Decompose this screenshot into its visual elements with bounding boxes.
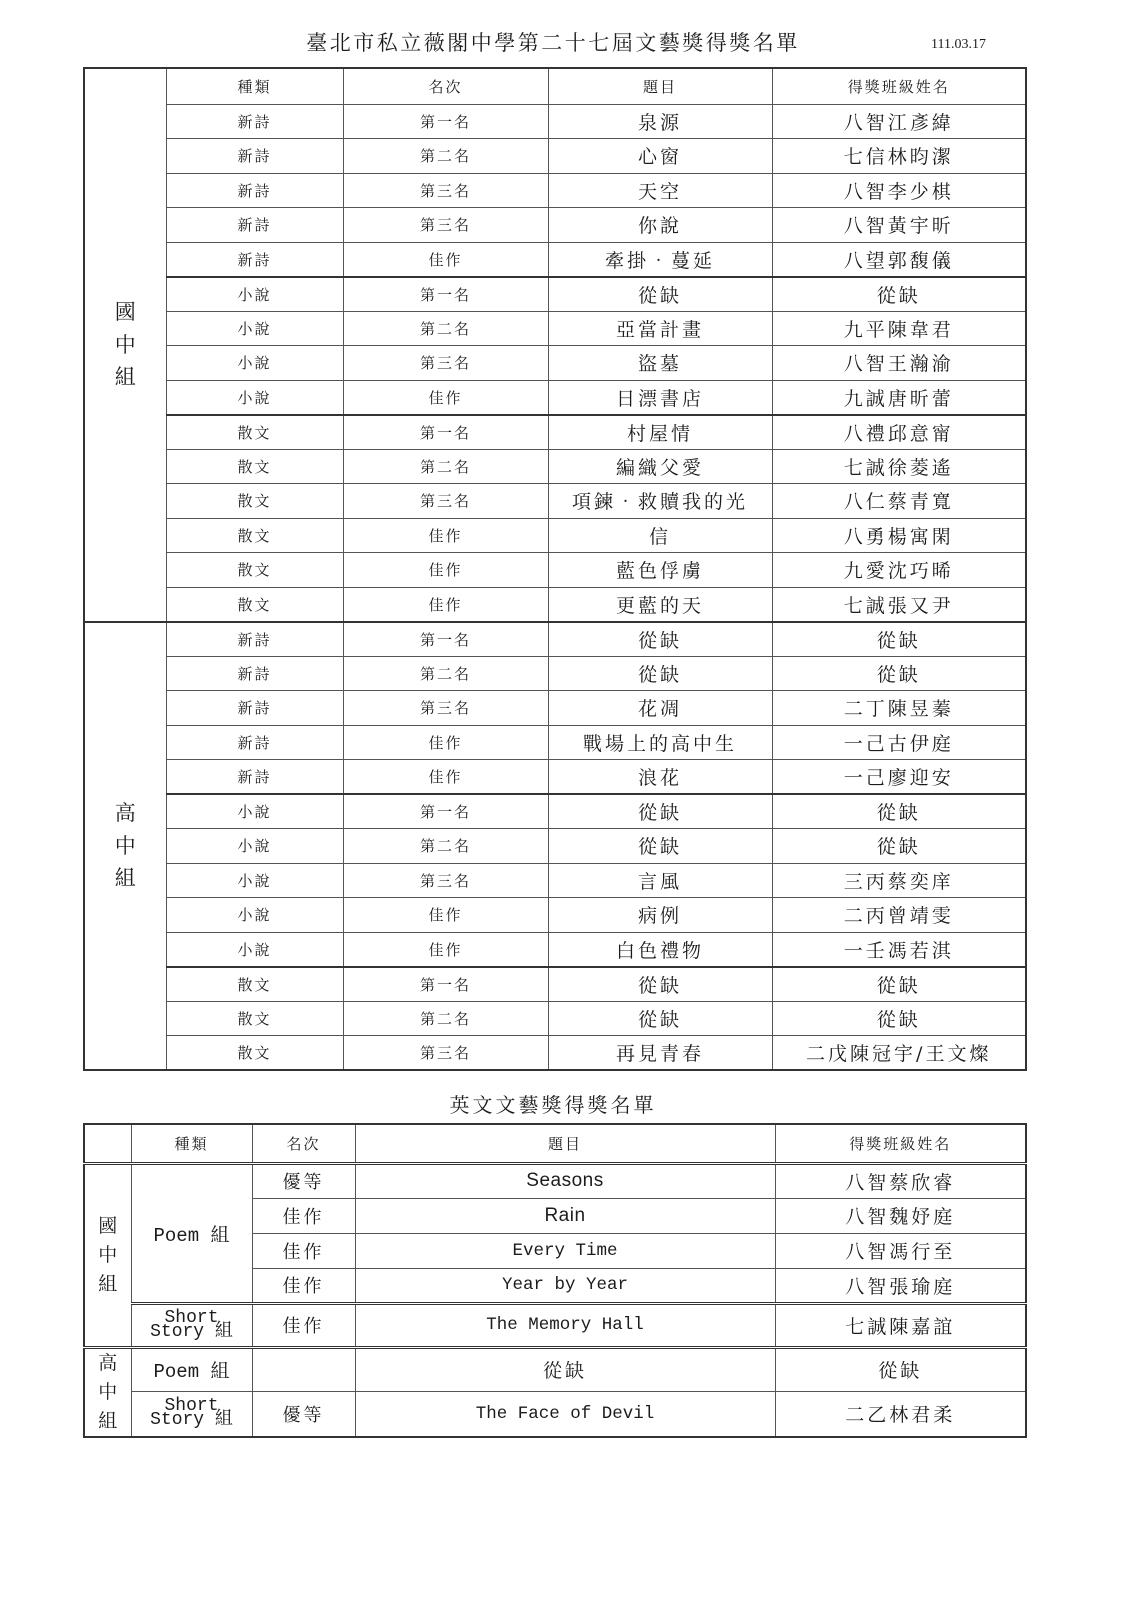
cell-winner: 八智王瀚渝	[772, 346, 1026, 381]
table-row	[84, 1303, 1026, 1347]
cell-winner: 一己廖迎安	[772, 760, 1026, 795]
cell-rank: 第一名	[343, 415, 548, 450]
cell-title: Year by Year	[355, 1268, 775, 1303]
cell-category: 小說	[166, 898, 343, 933]
table-row	[84, 967, 1026, 1002]
cell-rank: 第一名	[343, 794, 548, 829]
cell-winner: 七誠張又尹	[772, 587, 1026, 622]
cell-winner: 八勇楊寓閑	[772, 518, 1026, 553]
cell-rank: 第二名	[343, 1001, 548, 1036]
cell-title: 泉源	[548, 104, 772, 139]
cell-category: 新詩	[166, 760, 343, 795]
table-row	[84, 656, 1026, 691]
cell-rank: 佳作	[252, 1198, 355, 1233]
table-row	[84, 449, 1026, 484]
cell-category: 小說	[166, 311, 343, 346]
cell-rank: 第一名	[343, 622, 548, 657]
cell-winner: 八禮邱意甯	[772, 415, 1026, 450]
cell-winner: 九愛沈巧晞	[772, 553, 1026, 588]
cell-title: 從缺	[548, 622, 772, 657]
cell-title: Every Time	[355, 1233, 775, 1268]
cell-winner: 七誠陳嘉誼	[775, 1303, 1026, 1347]
cell-rank: 佳作	[343, 518, 548, 553]
table-row	[84, 1036, 1026, 1071]
cell-category: 散文	[166, 587, 343, 622]
cell-category: 散文	[166, 484, 343, 519]
cell-title: 從缺	[548, 1001, 772, 1036]
cell-winner: 二丙曾靖雯	[772, 898, 1026, 933]
cell-title: 從缺	[548, 277, 772, 312]
cell-rank: 優等	[252, 1391, 355, 1437]
table-row	[84, 311, 1026, 346]
table-header-row	[84, 68, 1026, 104]
cell-winner: 九平陳韋君	[772, 311, 1026, 346]
table-row	[84, 898, 1026, 933]
table-row	[84, 208, 1026, 243]
cell-rank: 佳作	[343, 553, 548, 588]
group-label: 國中組	[98, 1214, 118, 1295]
cell-rank: 佳作	[343, 932, 548, 967]
cell-category: 新詩	[166, 173, 343, 208]
cell-category: 小說	[166, 863, 343, 898]
cell-category: 小說	[166, 794, 343, 829]
cell-rank: 第三名	[343, 173, 548, 208]
cell-title: 從缺	[548, 829, 772, 864]
cell-winner: 八智李少棋	[772, 173, 1026, 208]
cell-rank: 佳作	[343, 380, 548, 415]
cell-winner: 從缺	[772, 1001, 1026, 1036]
cell-title: 戰場上的高中生	[548, 725, 772, 760]
cell-title: 日漂書店	[548, 380, 772, 415]
cell-category: 散文	[166, 967, 343, 1002]
cell-title: 心窗	[548, 139, 772, 174]
cell-rank: 佳作	[252, 1233, 355, 1268]
table-row	[84, 587, 1026, 622]
cell-winner: 八智蔡欣睿	[775, 1163, 1026, 1198]
cell-winner: 從缺	[772, 829, 1026, 864]
cell-title: 再見青春	[548, 1036, 772, 1071]
table-row	[84, 863, 1026, 898]
table-row	[84, 104, 1026, 139]
english-awards-title: 英文文藝獎得獎名單	[449, 1093, 657, 1117]
cell-winner: 九誠唐昕蕾	[772, 380, 1026, 415]
header-rank: 名次	[252, 1124, 355, 1163]
cell-rank: 第二名	[343, 311, 548, 346]
cell-rank	[252, 1347, 355, 1391]
table-row	[84, 622, 1026, 657]
cell-rank: 第三名	[343, 691, 548, 726]
table-header-row	[84, 1124, 1026, 1163]
table-row	[84, 173, 1026, 208]
cell-winner: 從缺	[772, 794, 1026, 829]
cell-rank: 第二名	[343, 449, 548, 484]
category-label: Short Story 組	[150, 1396, 233, 1431]
cell-winner: 一壬馮若淇	[772, 932, 1026, 967]
cell-rank: 第三名	[343, 346, 548, 381]
cell-title: Rain	[355, 1198, 775, 1233]
cell-category: 小說	[166, 829, 343, 864]
cell-winner: 從缺	[772, 656, 1026, 691]
table-row	[84, 1163, 1026, 1198]
cell-category: 散文	[166, 553, 343, 588]
cell-category: 新詩	[166, 725, 343, 760]
cell-title: 更藍的天	[548, 587, 772, 622]
page-title: 臺北市私立薇閣中學第二十七屆文藝獎得獎名單	[306, 31, 800, 55]
cell-category	[131, 1391, 252, 1437]
cell-title: 信	[548, 518, 772, 553]
english-awards-table	[83, 1123, 1027, 1438]
table-row	[84, 725, 1026, 760]
cell-winner: 八智黃宇昕	[772, 208, 1026, 243]
cell-rank: 優等	[252, 1163, 355, 1198]
table-row	[84, 518, 1026, 553]
cell-winner: 八智馮行至	[775, 1233, 1026, 1268]
category-label: Short Story 組	[150, 1307, 233, 1342]
cell-title: The Memory Hall	[355, 1303, 775, 1347]
cell-title: Seasons	[355, 1163, 775, 1198]
table-row	[84, 1001, 1026, 1036]
cell-winner: 七誠徐菱遙	[772, 449, 1026, 484]
table-row	[84, 380, 1026, 415]
cell-rank: 佳作	[343, 760, 548, 795]
cell-title: 從缺	[548, 656, 772, 691]
table-row	[84, 277, 1026, 312]
cell-category: Poem 組	[131, 1163, 252, 1303]
cell-rank: 第三名	[343, 208, 548, 243]
cell-title: 牽掛‧蔓延	[548, 242, 772, 277]
cell-title: 項鍊‧救贖我的光	[548, 484, 772, 519]
group-label: 高中組	[114, 801, 136, 890]
group-label: 國中組	[114, 300, 136, 389]
header-rank: 名次	[343, 68, 548, 104]
cell-rank: 第二名	[343, 139, 548, 174]
table-row	[84, 691, 1026, 726]
cell-category: 新詩	[166, 208, 343, 243]
cell-winner: 一己古伊庭	[772, 725, 1026, 760]
cell-category: 新詩	[166, 139, 343, 174]
cell-title: The Face of Devil	[355, 1391, 775, 1437]
cell-rank: 佳作	[252, 1303, 355, 1347]
cell-category: 散文	[166, 415, 343, 450]
table-row	[84, 484, 1026, 519]
table-row	[84, 760, 1026, 795]
cell-winner: 從缺	[775, 1347, 1026, 1391]
cell-title: 從缺	[355, 1347, 775, 1391]
cell-rank: 第一名	[343, 967, 548, 1002]
cell-rank: 第一名	[343, 277, 548, 312]
cell-category: 新詩	[166, 656, 343, 691]
cell-winner: 從缺	[772, 277, 1026, 312]
cell-title: 白色禮物	[548, 932, 772, 967]
cell-category: 散文	[166, 518, 343, 553]
cell-title: 花凋	[548, 691, 772, 726]
table-row	[84, 829, 1026, 864]
header-title: 題目	[355, 1124, 775, 1163]
cell-category: 新詩	[166, 691, 343, 726]
table-row	[84, 794, 1026, 829]
literary-awards-table	[83, 67, 1027, 1071]
cell-category: 新詩	[166, 104, 343, 139]
cell-winner: 二乙林君柔	[775, 1391, 1026, 1437]
cell-winner: 八智張瑜庭	[775, 1268, 1026, 1303]
cell-title: 病例	[548, 898, 772, 933]
cell-title: 天空	[548, 173, 772, 208]
cell-category: Poem 組	[131, 1347, 252, 1391]
cell-category: 新詩	[166, 622, 343, 657]
table-row	[84, 553, 1026, 588]
cell-rank: 第一名	[343, 104, 548, 139]
group-cell-senior	[84, 622, 166, 1071]
cell-category: 小說	[166, 277, 343, 312]
cell-category: 散文	[166, 1001, 343, 1036]
cell-rank: 佳作	[343, 587, 548, 622]
cell-rank: 第二名	[343, 829, 548, 864]
cell-winner: 八智江彥緯	[772, 104, 1026, 139]
cell-rank: 佳作	[343, 725, 548, 760]
header-category: 種類	[166, 68, 343, 104]
cell-rank: 第三名	[343, 863, 548, 898]
cell-title: 浪花	[548, 760, 772, 795]
cell-title: 編織父愛	[548, 449, 772, 484]
cell-category: 小說	[166, 932, 343, 967]
cell-category: 散文	[166, 1036, 343, 1071]
table-row	[84, 415, 1026, 450]
cell-category: 散文	[166, 449, 343, 484]
cell-winner: 七信林昀潔	[772, 139, 1026, 174]
cell-title: 你說	[548, 208, 772, 243]
cell-winner: 八智魏妤庭	[775, 1198, 1026, 1233]
header-title: 題目	[548, 68, 772, 104]
table-row	[84, 139, 1026, 174]
table-row	[84, 1347, 1026, 1391]
cell-title: 從缺	[548, 967, 772, 1002]
header-group-blank	[84, 1124, 131, 1163]
group-cell-junior	[84, 1163, 131, 1347]
cell-rank: 第三名	[343, 484, 548, 519]
cell-title: 從缺	[548, 794, 772, 829]
cell-rank: 第三名	[343, 1036, 548, 1071]
cell-category: 小說	[166, 346, 343, 381]
cell-winner: 八仁蔡青寬	[772, 484, 1026, 519]
cell-title: 亞當計畫	[548, 311, 772, 346]
cell-winner: 從缺	[772, 967, 1026, 1002]
cell-category: 小說	[166, 380, 343, 415]
cell-title: 藍色俘虜	[548, 553, 772, 588]
cell-rank: 佳作	[252, 1268, 355, 1303]
cell-rank: 佳作	[343, 242, 548, 277]
group-label: 高中組	[98, 1351, 118, 1432]
cell-winner: 從缺	[772, 622, 1026, 657]
cell-winner: 八望郭馥儀	[772, 242, 1026, 277]
issue-date: 111.03.17	[931, 37, 986, 52]
cell-rank: 第二名	[343, 656, 548, 691]
cell-title: 盜墓	[548, 346, 772, 381]
group-cell-senior	[84, 1347, 131, 1437]
cell-winner: 二戊陳冠宇/王文燦	[772, 1036, 1026, 1071]
group-cell-junior	[84, 68, 166, 622]
cell-winner: 二丁陳昱蓁	[772, 691, 1026, 726]
header-winner: 得獎班級姓名	[772, 68, 1026, 104]
table-row	[84, 242, 1026, 277]
cell-category: 新詩	[166, 242, 343, 277]
cell-rank: 佳作	[343, 898, 548, 933]
header-winner: 得獎班級姓名	[775, 1124, 1026, 1163]
table-row	[84, 346, 1026, 381]
table-row	[84, 1391, 1026, 1437]
header-category: 種類	[131, 1124, 252, 1163]
cell-winner: 三丙蔡奕庠	[772, 863, 1026, 898]
cell-title: 村屋情	[548, 415, 772, 450]
cell-title: 言風	[548, 863, 772, 898]
table-row	[84, 932, 1026, 967]
cell-category	[131, 1303, 252, 1347]
